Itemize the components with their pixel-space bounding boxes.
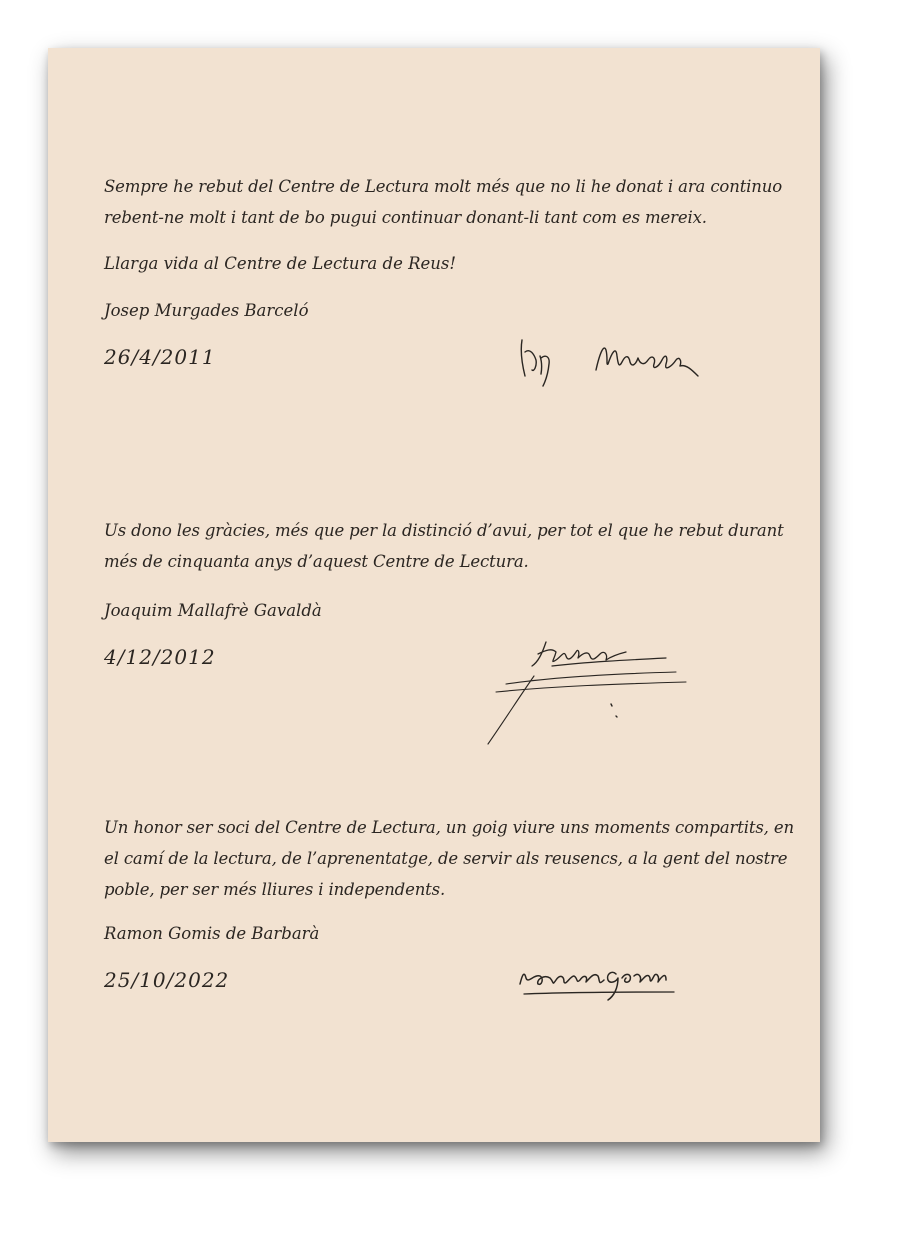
author-name: Ramon Gomis de Barbarà <box>104 924 320 943</box>
author-name: Josep Murgades Barceló <box>104 301 309 320</box>
entry-date: 4/12/2012 <box>104 645 216 669</box>
entry-date: 25/10/2022 <box>104 968 230 992</box>
quote-line: Us dono les gràcies, més que per la distinció d’avui, per tot el que he rebut durant <box>104 521 784 540</box>
quote-line: més de cinquanta anys d’aquest Centre de Lectura. <box>104 552 529 571</box>
quote-line: poble, per ser més lliures i independents. <box>104 880 446 899</box>
quote-line: rebent-ne molt i tant de bo pugui continuar donant-li tant com es mereix. <box>104 208 707 227</box>
quote-line: el camí de la lectura, de l’aprenentatge, de servir als reusencs, a la gent del nostre <box>104 849 788 868</box>
dedication-quote <box>104 812 794 905</box>
quote-line: Un honor ser soci del Centre de Lectura, un goig viure uns moments compartits, en <box>104 818 794 837</box>
handwritten-signature-mallafre <box>476 636 706 746</box>
dedication-quote <box>104 515 784 577</box>
handwritten-signature-gomis <box>514 954 704 1004</box>
author-name: Joaquim Mallafrè Gavaldà <box>104 601 322 620</box>
handwritten-signature-murgades <box>516 330 726 390</box>
document-page <box>48 48 820 1142</box>
dedication-quote <box>104 171 783 233</box>
entry-date: 26/4/2011 <box>104 345 216 369</box>
closing-line: Llarga vida al Centre de Lectura de Reus! <box>104 254 456 273</box>
quote-line: Sempre he rebut del Centre de Lectura molt més que no li he donat i ara continuo <box>104 177 783 196</box>
